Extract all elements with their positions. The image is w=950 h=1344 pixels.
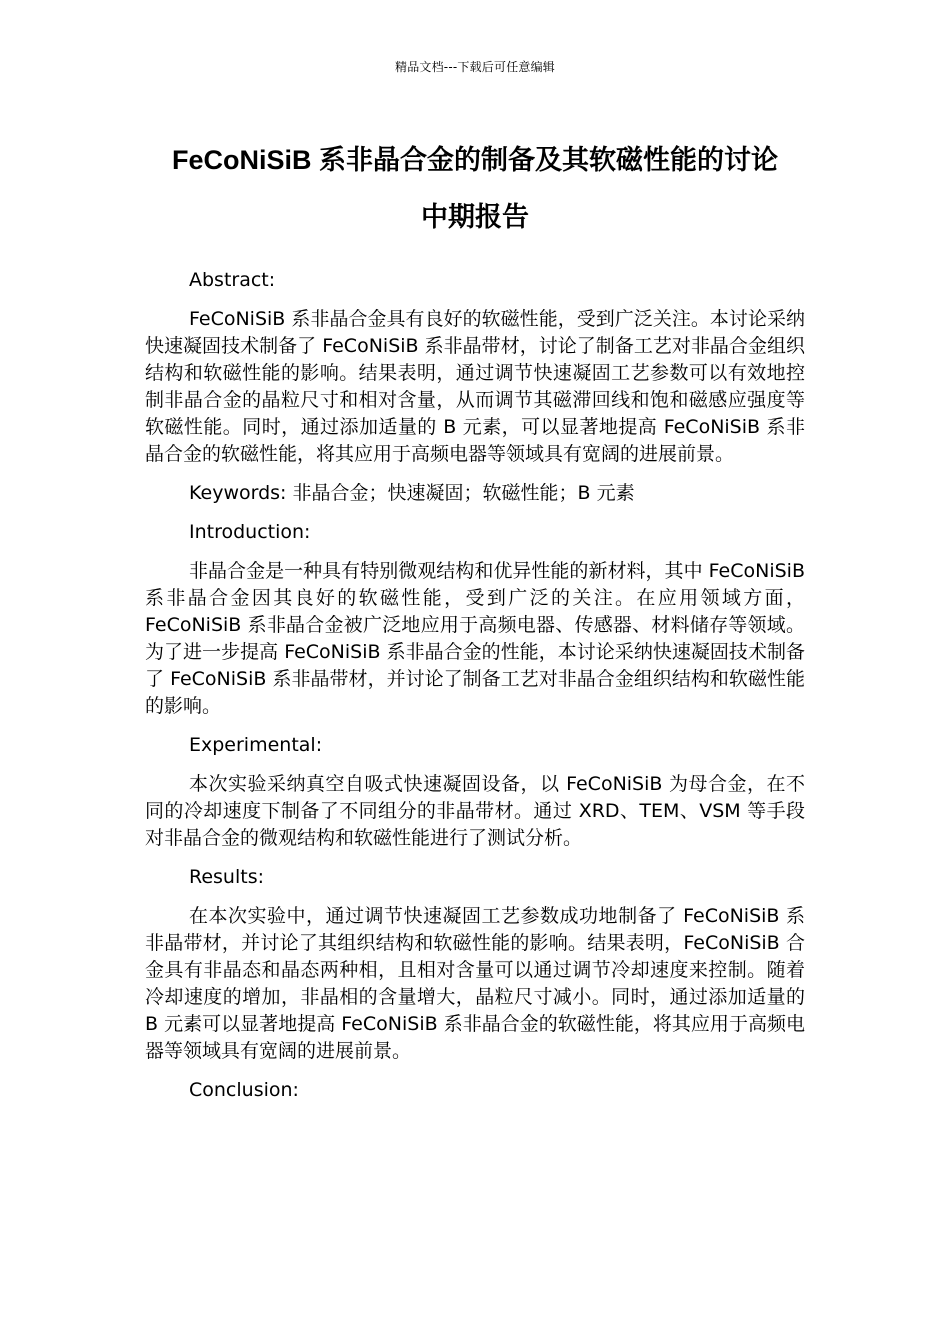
experimental-paragraph: 本次实验采纳真空自吸式快速凝固设备，以 FeCoNiSiB 为母合金，在不同的冷却速度下制备了不同组分的非晶带材。通过 XRD、TEM、VSM 等手段对非晶合金的微观结构和软磁性能进行了测试分析。 xyxy=(145,773,805,849)
abstract-heading: Abstract: xyxy=(189,269,276,291)
keywords-line: Keywords: 非晶合金；快速凝固；软磁性能；B 元素 xyxy=(189,482,635,504)
results-heading: Results: xyxy=(189,866,265,888)
experimental-heading: Experimental: xyxy=(189,734,323,756)
document-body xyxy=(145,267,805,1104)
introduction-paragraph: 非晶合金是一种具有特别微观结构和优异性能的新材料，其中 FeCoNiSiB 系非晶合金因其良好的软磁性能，受到广泛的关注。在应用领域方面，FeCoNiSiB 系非晶合金被广泛地应用于高频电器、传感器、材料储存等领域。为了进一步提高 FeCoNiSiB 系非晶合金的性能，本讨论采纳快速凝固技术制备了 FeCoNiSiB 系非晶带材，并讨论了制备工艺对非晶合金组织结构和软磁性能的影响。 xyxy=(145,560,805,717)
document-subtitle: 中期报告 xyxy=(421,202,529,232)
abstract-paragraph: FeCoNiSiB 系非晶合金具有良好的软磁性能，受到广泛关注。本讨论采纳快速凝固技术制备了 FeCoNiSiB 系非晶带材，讨论了制备工艺对非晶合金组织结构和软磁性能的影响。结果表明，通过调节快速凝固工艺参数可以有效地控制非晶合金的晶粒尺寸和相对含量，从而调节其磁滞回线和饱和磁感应强度等软磁性能。同时，通过添加适量的 B 元素，可以显著地提高 FeCoNiSiB 系非晶合金的软磁性能，将其应用于高频电器等领域具有宽阔的进展前景。 xyxy=(145,308,805,465)
document-title: FeCoNiSiB 系非晶合金的制备及其软磁性能的讨论 xyxy=(171,145,778,175)
introduction-heading: Introduction: xyxy=(189,521,311,543)
header-note: 精品文档---下载后可任意编辑 xyxy=(395,60,555,74)
results-paragraph: 在本次实验中，通过调节快速凝固工艺参数成功地制备了 FeCoNiSiB 系非晶带材，并讨论了其组织结构和软磁性能的影响。结果表明，FeCoNiSiB 合金具有非晶态和晶态两种相，且相对含量可以通过调节冷却速度来控制。随着冷却速度的增加，非晶相的含量增大，晶粒尺寸减小。同时，通过添加适量的 B 元素可以显著地提高 FeCoNiSiB 系非晶合金的软磁性能，将其应用于高频电器等领域具有宽阔的进展前景。 xyxy=(145,905,805,1062)
conclusion-heading: Conclusion: xyxy=(189,1079,299,1101)
